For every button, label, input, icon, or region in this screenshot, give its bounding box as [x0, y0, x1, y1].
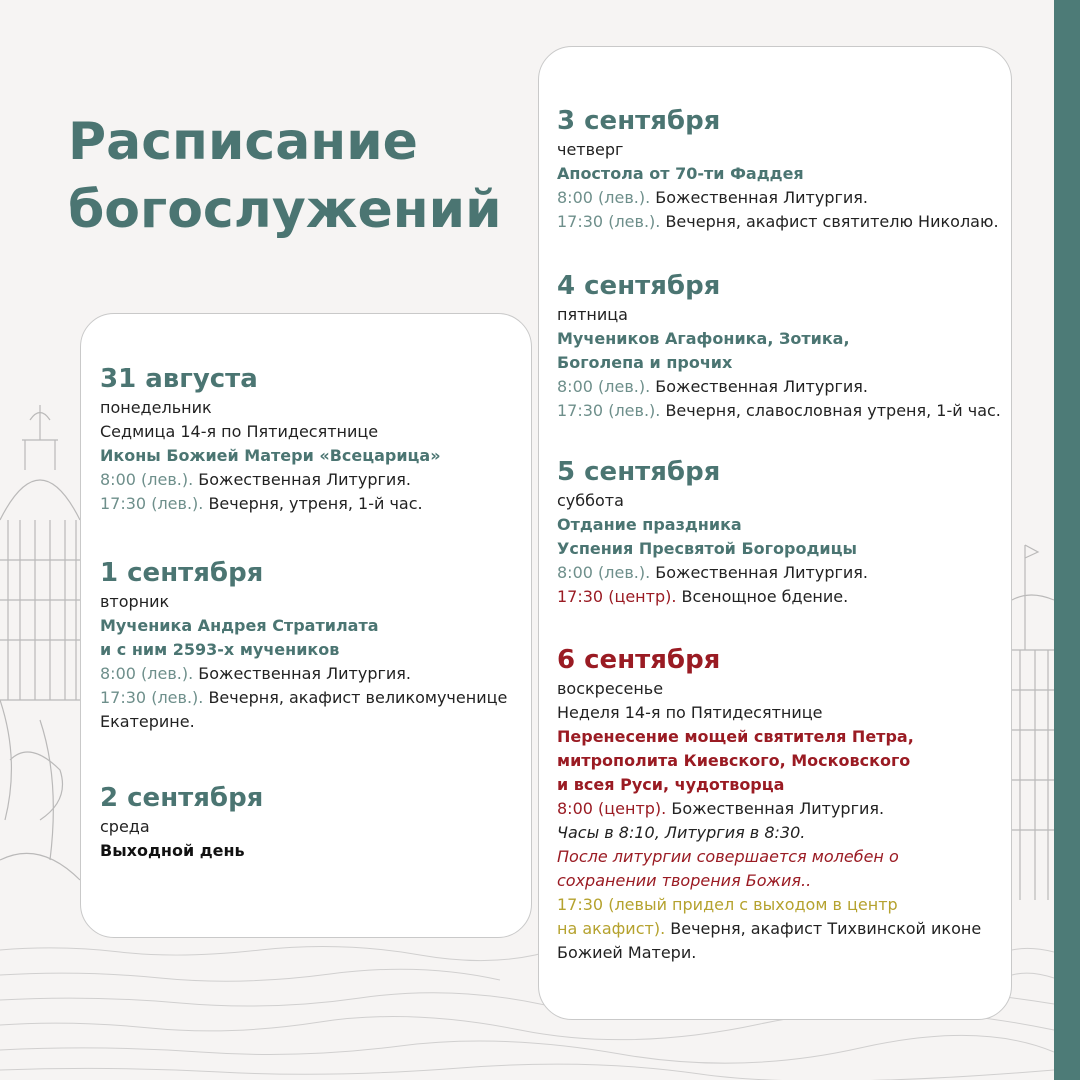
right-accent-band — [1054, 0, 1080, 1080]
service-desc: Божественная Литургия. — [655, 563, 869, 582]
service-evening — [557, 585, 1005, 609]
day-feast: Отдание праздника — [557, 515, 742, 534]
day-sep-5 — [557, 455, 1005, 609]
service-morning — [557, 375, 1005, 399]
service-time: 8:00 (центр). — [557, 799, 667, 818]
service-note: Часы в 8:10, Литургия в 8:30. — [557, 823, 806, 842]
schedule-card-left — [80, 313, 532, 938]
service-morning — [557, 797, 1005, 821]
day-sep-1 — [100, 556, 525, 734]
day-sep-3 — [557, 104, 1005, 234]
service-evening — [100, 492, 525, 516]
schedule-card-right — [538, 46, 1012, 1020]
day-weekday: четверг — [557, 140, 624, 159]
service-evening — [557, 210, 1005, 234]
service-time: 8:00 (лев.). — [557, 188, 651, 207]
day-feast: Успения Пресвятой Богородицы — [557, 539, 857, 558]
service-desc: Всенощное бдение. — [681, 587, 849, 606]
day-feast: митрополита Киевского, Московского — [557, 751, 911, 770]
service-morning — [100, 468, 525, 492]
service-evening — [557, 917, 1005, 941]
day-feast: и с ним 2593-х мучеников — [100, 640, 340, 659]
service-desc: Божественная Литургия. — [198, 664, 412, 683]
day-date: 4 сентября — [557, 271, 721, 301]
service-time: 17:30 (лев.). — [100, 688, 204, 707]
day-aug-31 — [100, 362, 525, 516]
day-date: 3 сентября — [557, 106, 721, 136]
service-note: После литургии совершается молебен о — [557, 847, 899, 866]
service-time: 8:00 (лев.). — [100, 664, 194, 683]
page-title-line-2: богослужений — [68, 180, 502, 240]
service-time: 8:00 (лев.). — [557, 377, 651, 396]
service-desc: Божественная Литургия. — [671, 799, 885, 818]
day-weekday: понедельник — [100, 398, 212, 417]
day-weekday: суббота — [557, 491, 624, 510]
day-date: 2 сентября — [100, 783, 264, 813]
service-desc: Вечерня, акафист великомученице — [208, 688, 508, 707]
day-feast: и всея Руси, чудотворца — [557, 775, 785, 794]
service-note: сохранении творения Божия.. — [557, 871, 812, 890]
service-time: 8:00 (лев.). — [100, 470, 194, 489]
day-feast: Мучеников Агафоника, Зотика, — [557, 329, 850, 348]
day-date: 1 сентября — [100, 558, 264, 588]
day-date: 6 сентября — [557, 645, 721, 675]
service-desc: Божественная Литургия. — [198, 470, 412, 489]
service-desc: Вечерня, акафист Тихвинской иконе — [670, 919, 982, 938]
day-week: Седмица 14-я по Пятидесятнице — [100, 422, 379, 441]
service-time: 17:30 (левый придел с выходом в центр — [557, 895, 898, 914]
service-time: на акафист). — [557, 919, 666, 938]
day-weekday: среда — [100, 817, 150, 836]
page-title — [68, 108, 502, 244]
service-desc: Вечерня, акафист святителю Николаю. — [665, 212, 999, 231]
day-week: Неделя 14-я по Пятидесятнице — [557, 703, 823, 722]
day-weekday: пятница — [557, 305, 628, 324]
service-desc: Вечерня, утреня, 1-й час. — [208, 494, 423, 513]
day-feast: Апостола от 70-ти Фаддея — [557, 164, 804, 183]
service-evening — [100, 686, 525, 710]
day-sep-6 — [557, 643, 1005, 965]
service-desc-cont: Екатерине. — [100, 712, 195, 731]
day-date: 31 августа — [100, 364, 258, 394]
service-morning — [557, 186, 1005, 210]
day-sep-2 — [100, 781, 525, 863]
day-off-note: Выходной день — [100, 841, 245, 860]
service-time: 17:30 (лев.). — [557, 401, 661, 420]
service-time: 17:30 (лев.). — [100, 494, 204, 513]
service-time: 17:30 (центр). — [557, 587, 677, 606]
service-evening — [557, 399, 1005, 423]
service-desc-cont: Божией Матери. — [557, 943, 697, 962]
day-feast: Боголепа и прочих — [557, 353, 733, 372]
day-weekday: вторник — [100, 592, 170, 611]
service-morning — [100, 662, 525, 686]
day-feast: Иконы Божией Матери «Всецарица» — [100, 446, 441, 465]
day-weekday: воскресенье — [557, 679, 664, 698]
service-time: 17:30 (лев.). — [557, 212, 661, 231]
page-title-line-1: Расписание — [68, 112, 418, 172]
service-desc: Божественная Литургия. — [655, 188, 869, 207]
day-feast: Перенесение мощей святителя Петра, — [557, 727, 914, 746]
service-time: 8:00 (лев.). — [557, 563, 651, 582]
service-morning — [557, 561, 1005, 585]
day-date: 5 сентября — [557, 457, 721, 487]
service-desc: Божественная Литургия. — [655, 377, 869, 396]
service-desc: Вечерня, славословная утреня, 1-й час. — [665, 401, 1001, 420]
day-sep-4 — [557, 269, 1005, 423]
day-feast: Мученика Андрея Стратилата — [100, 616, 379, 635]
